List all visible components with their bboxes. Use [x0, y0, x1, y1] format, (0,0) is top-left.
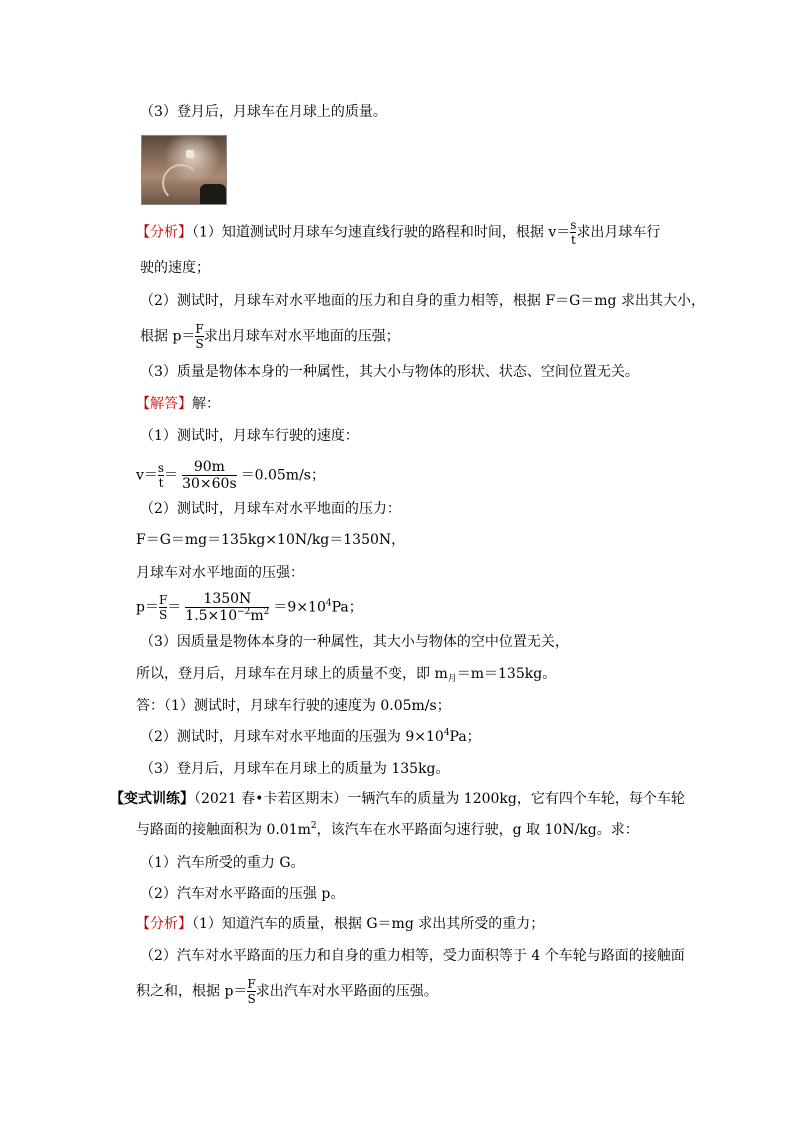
- answer-line-5: （3）因质量是物体本身的一种属性，其大小与物体的空中位置无关，: [140, 634, 569, 650]
- question-3: （3）登月后，月球车在月球上的质量。: [140, 104, 387, 120]
- fraction-s-over-t: $\frac{s}{t}$: [570, 218, 577, 247]
- analysis-line-4: 根据 p＝ $\frac{F}{S}$ 求出月球车对水平地面的压强；: [140, 322, 400, 351]
- answer-line-2: （2）测试时，月球车对水平地面的压力：: [140, 501, 401, 517]
- pressure-formula: p＝ $\frac{F}{S}$ ＝ $\frac{1350N}{1.5\times 10^{-2}m^2}$ $=9\times 10^4Pa$；: [136, 591, 363, 624]
- answer-line-3: F＝G＝mg＝135kg×10N/kg＝1350N，: [136, 532, 406, 548]
- variant-line-1: 【变式训练】（2021 春•卡若区期末）一辆汽车的质量为 1200kg，它有四个车轮，每个车轮: [110, 791, 685, 807]
- variant-analysis-1: 【分析】（1）知道汽车的质量，根据 G＝mg 求出其所受的重力；: [136, 916, 545, 932]
- answer-line-1: （1）测试时，月球车行驶的速度：: [140, 428, 359, 444]
- analysis-line-1: 【分析】（1）知道测试时月球车匀速直线行驶的路程和时间，根据 v＝ $\frac{s}{t}$ 求出月球车行: [136, 218, 661, 247]
- variant-question-2: （2）汽车对水平路面的压强 p。: [140, 886, 345, 902]
- answer-header: 【解答】解：: [136, 396, 220, 412]
- answer-line-6: 所以，登月后，月球车在月球上的质量不变，即 $m_月=m=135kg$。: [136, 666, 557, 684]
- answer-line-4: 月球车对水平地面的压强：: [136, 565, 304, 581]
- answer-tag: 【解答】: [136, 396, 192, 412]
- velocity-formula: v＝ $\frac{s}{t}$ ＝ $\frac{90m}{30\times 60s}$ ＝0.05m/s；: [136, 459, 325, 492]
- variant-question-1: （1）汽车所受的重力 G。: [140, 855, 305, 871]
- variant-analysis-tag: 【分析】: [136, 916, 192, 932]
- lunar-rover-photo: [141, 135, 227, 205]
- answer-summary-2: （2）测试时，月球车对水平地面的压强为 $9\times 10^4Pa$；: [140, 728, 481, 745]
- variant-line-2: 与路面的接触面积为 $0.01m^2$，该汽车在水平路面匀速行驶，g 取 10N/kg。求：: [136, 821, 639, 838]
- answer-summary-3: （3）登月后，月球车在月球上的质量为 135kg。: [140, 761, 450, 777]
- variant-tag: 【变式训练】: [110, 791, 194, 807]
- variant-analysis-2: （2）汽车对水平路面的压力和自身的重力相等，受力面积等于 4 个车轮与路面的接触面: [140, 948, 685, 964]
- fraction-f-over-s: $\frac{F}{S}$: [195, 322, 204, 351]
- analysis-tag: 【分析】: [136, 224, 192, 241]
- analysis-line-2: 驶的速度；: [140, 260, 210, 276]
- analysis-line-5: （3）质量是物体本身的一种属性，其大小与物体的形状、状态、空间位置无关。: [140, 364, 639, 380]
- analysis-line-3: （2）测试时，月球车对水平地面的压力和自身的重力相等，根据 F＝G＝mg 求出其大小，: [140, 293, 705, 309]
- answer-summary-1: 答：（1）测试时，月球车行驶的速度为 0.05m/s；: [136, 698, 451, 714]
- variant-analysis-3: 积之和，根据 p＝ $\frac{F}{S}$ 求出汽车对水平路面的压强。: [136, 977, 438, 1006]
